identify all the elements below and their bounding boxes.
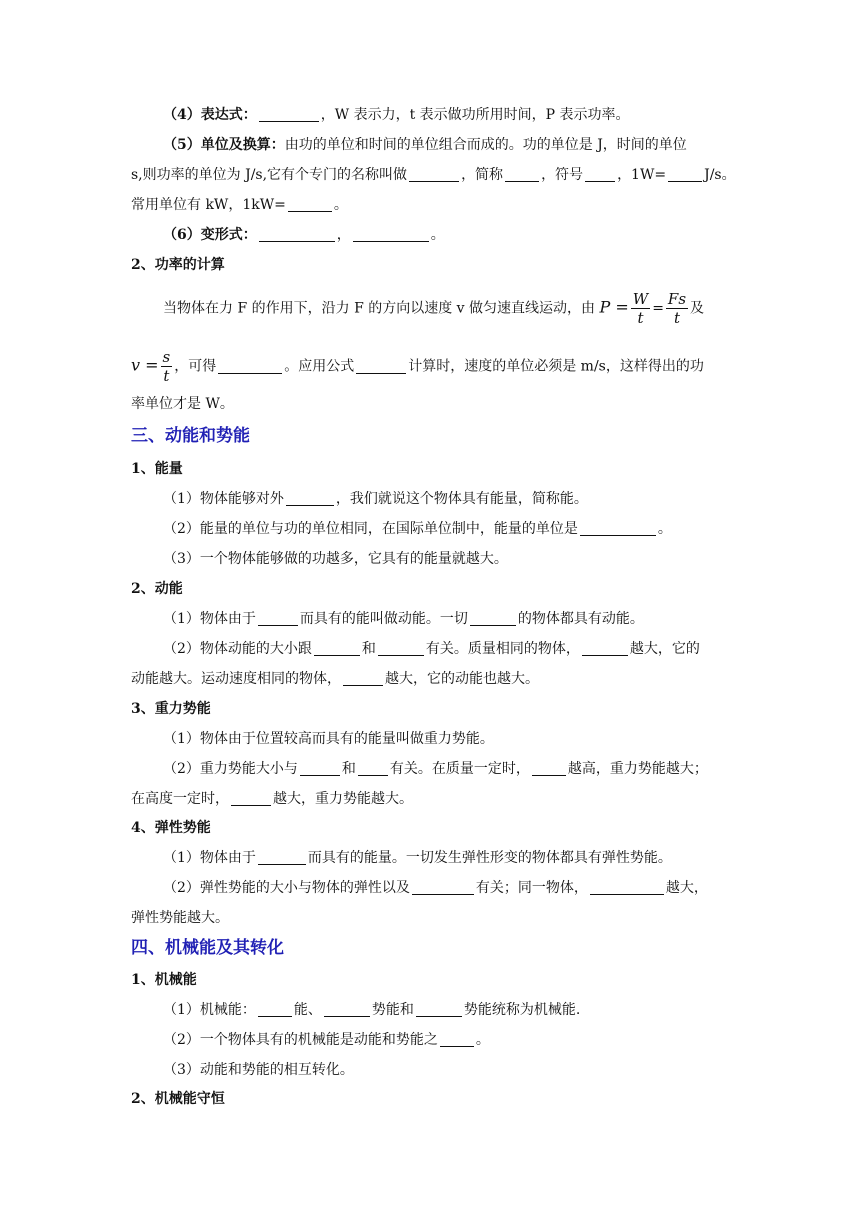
answer-blank[interactable] xyxy=(358,759,388,776)
answer-blank[interactable] xyxy=(505,165,539,182)
answer-blank[interactable] xyxy=(259,225,335,242)
answer-blank[interactable] xyxy=(343,669,383,686)
item-variants: （6）变形式： ， 。 xyxy=(163,227,445,243)
list-item-cont: 动能越大。运动速度相同的物体， 越大，它的动能也越大。 xyxy=(131,671,539,687)
list-item: （2）能量的单位与功的单位相同，在国际单位制中，能量的单位是 。 xyxy=(163,521,672,537)
subsection-title: 3、重力势能 xyxy=(131,701,211,717)
answer-blank[interactable] xyxy=(259,105,319,122)
answer-blank[interactable] xyxy=(470,609,516,626)
list-item: （1）物体能够对外 ，我们就说这个物体具有能量，简称能。 xyxy=(163,491,588,507)
subsection-title: 2、动能 xyxy=(131,581,183,597)
fraction-w-over-t: $\frac{W}{t}$ xyxy=(632,290,649,327)
answer-blank[interactable] xyxy=(668,165,702,182)
answer-blank[interactable] xyxy=(416,1000,462,1017)
item-label: （6）变形式： xyxy=(163,227,257,243)
list-item: （2）弹性势能的大小与物体的弹性以及 有关；同一物体， 越大， xyxy=(163,880,708,896)
answer-blank[interactable] xyxy=(231,789,271,806)
list-item: （3）一个物体能够做的功越多，它具有的能量就越大。 xyxy=(163,551,508,567)
answer-blank[interactable] xyxy=(286,489,334,506)
list-item-cont: 在高度一定时， 越大，重力势能越大。 xyxy=(131,791,413,807)
fraction-fs-over-t: $\frac{Fs}{t}$ xyxy=(667,290,687,327)
item-label: （4）表达式： xyxy=(163,107,257,123)
list-item: （1）机械能： 能、 势能和 势能统称为机械能. xyxy=(163,1002,581,1018)
answer-blank[interactable] xyxy=(409,165,459,182)
list-item-cont: 弹性势能越大。 xyxy=(131,910,229,926)
list-item: （2）物体动能的大小跟 和 有关。质量相同的物体， 越大，它的 xyxy=(163,641,700,657)
answer-blank[interactable] xyxy=(258,848,306,865)
list-item: （3）动能和势能的相互转化。 xyxy=(163,1062,354,1078)
answer-blank[interactable] xyxy=(353,225,429,242)
answer-blank[interactable] xyxy=(288,195,332,212)
fraction-s-over-t: $\frac{s}{t}$ xyxy=(162,348,171,385)
subsection-title: 4、弹性势能 xyxy=(131,820,211,836)
list-item: （1）物体由于 而具有的能叫做动能。一切 的物体都具有动能。 xyxy=(163,611,644,627)
list-item: （1）物体由于 而具有的能量。一切发生弹性形变的物体都具有弹性势能。 xyxy=(163,850,672,866)
answer-blank[interactable] xyxy=(300,759,340,776)
answer-blank[interactable] xyxy=(585,165,615,182)
answer-blank[interactable] xyxy=(218,357,282,374)
subsection-title: 1、机械能 xyxy=(131,972,197,988)
item-units-line2: s,则功率的单位为 J/s,它有个专门的名称叫做 ，简称 ，符号 ，1W= J/s。 xyxy=(131,167,736,183)
item-units-line3: 常用单位有 kW，1kW= 。 xyxy=(131,197,348,213)
power-calc-line3: 率单位才是 W。 xyxy=(131,396,234,412)
subsection-title: 1、能量 xyxy=(131,461,183,477)
section-heading-4: 四、机械能及其转化 xyxy=(131,938,284,958)
answer-blank[interactable] xyxy=(440,1030,474,1047)
item-label: （5）单位及换算： xyxy=(163,137,285,153)
answer-blank[interactable] xyxy=(412,878,474,895)
answer-blank[interactable] xyxy=(580,519,656,536)
section-heading-3: 三、动能和势能 xyxy=(131,426,250,446)
power-calc-line2: v = $\frac{s}{t}$ ，可得 。应用公式 计算时，速度的单位必须是 m/s，这样得出的功 xyxy=(131,348,704,385)
item-units: （5）单位及换算：由功的单位和时间的单位组合而成的。功的单位是 J，时间的单位 xyxy=(163,137,687,153)
answer-blank[interactable] xyxy=(356,357,406,374)
item-expression: （4）表达式： ，W 表示力，t 表示做功所用时间，P 表示功率。 xyxy=(163,107,630,123)
answer-blank[interactable] xyxy=(258,609,298,626)
answer-blank[interactable] xyxy=(532,759,566,776)
list-item: （2）重力势能大小与 和 有关。在质量一定时， 越高，重力势能越大； xyxy=(163,761,708,777)
answer-blank[interactable] xyxy=(314,639,360,656)
list-item: （1）物体由于位置较高而具有的能量叫做重力势能。 xyxy=(163,731,494,747)
subsection-title: 2、功率的计算 xyxy=(131,257,225,273)
answer-blank[interactable] xyxy=(590,878,664,895)
list-item: （2）一个物体具有的机械能是动能和势能之 。 xyxy=(163,1032,490,1048)
subsection-title: 2、机械能守恒 xyxy=(131,1091,225,1107)
answer-blank[interactable] xyxy=(258,1000,292,1017)
answer-blank[interactable] xyxy=(324,1000,370,1017)
answer-blank[interactable] xyxy=(582,639,628,656)
power-calc-line1: 当物体在力 F 的作用下，沿力 F 的方向以速度 v 做匀速直线运动，由 P = $\frac{W}{t}$ = $\frac{Fs}{t}$ 及 xyxy=(163,290,705,327)
answer-blank[interactable] xyxy=(378,639,424,656)
